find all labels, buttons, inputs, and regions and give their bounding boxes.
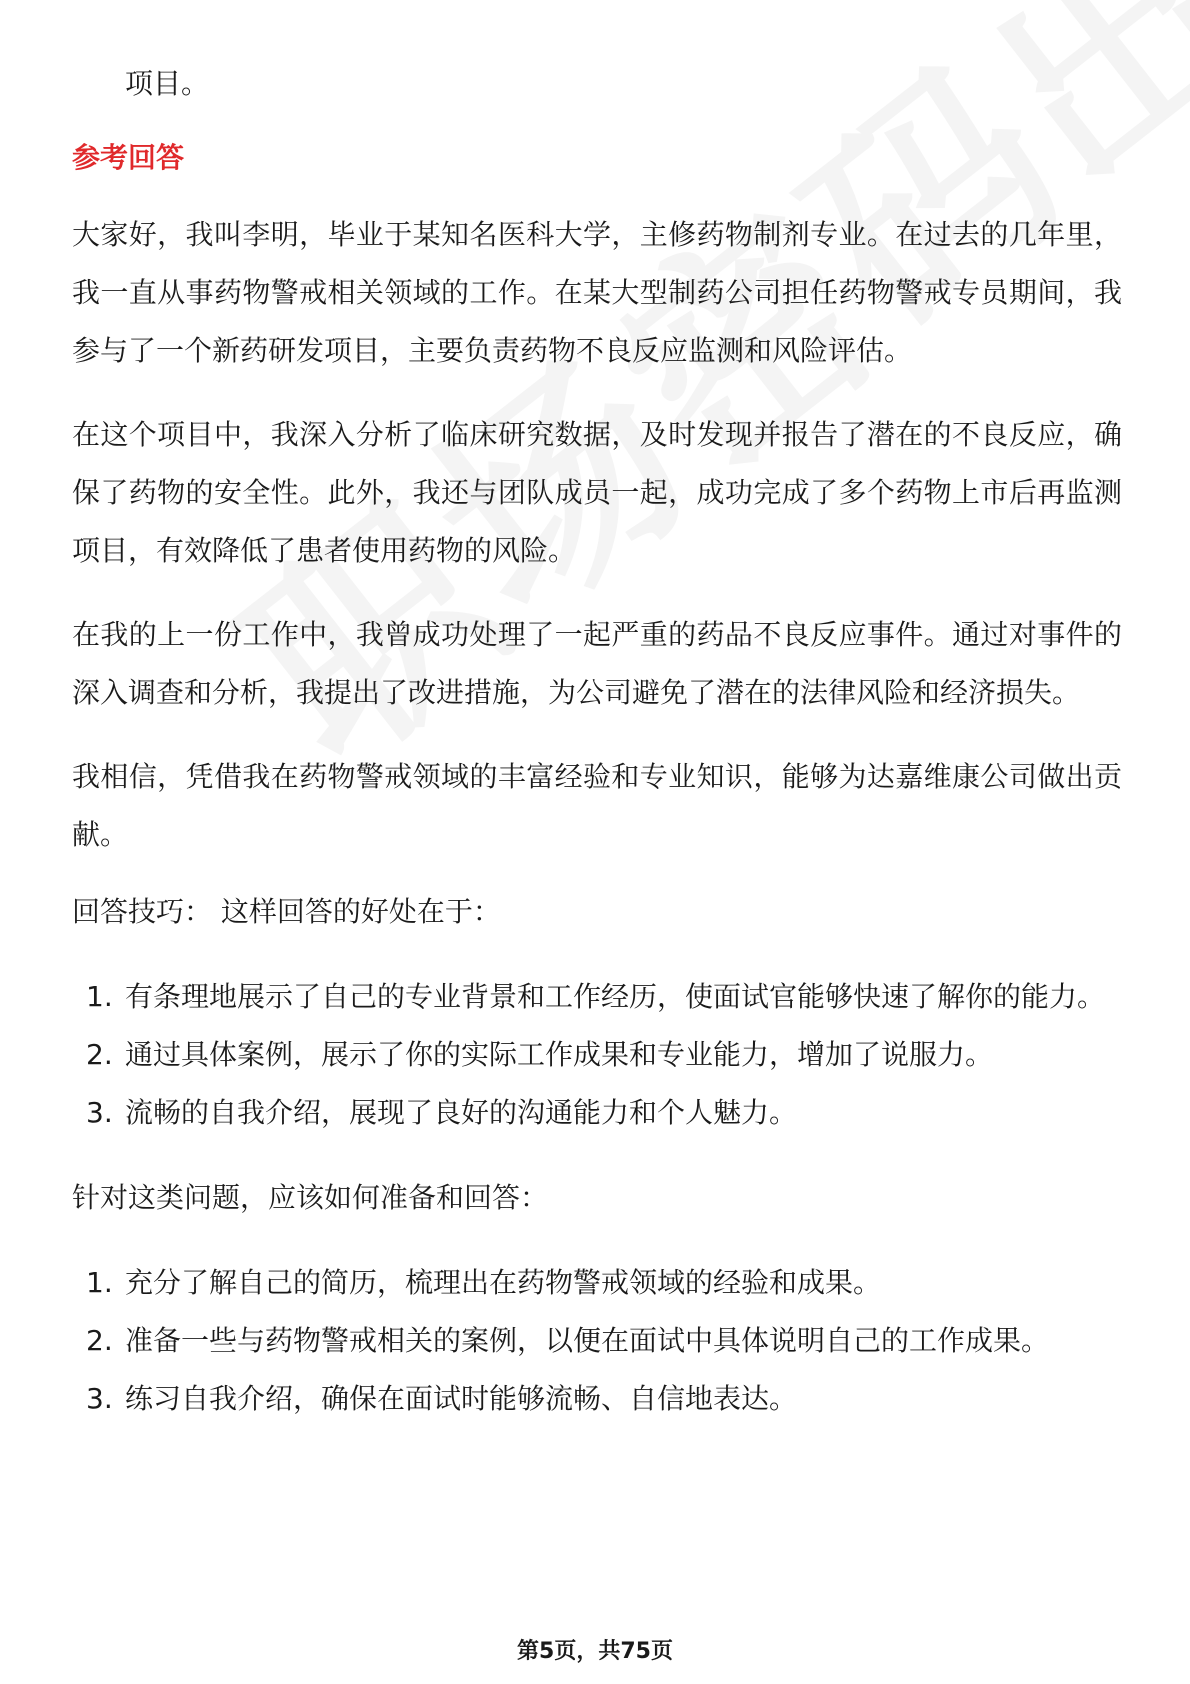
list-text: 准备一些与药物警戒相关的案例，以便在面试中具体说明自己的工作成果。 [125, 1324, 1050, 1357]
list-text: 流畅的自我介绍，展现了良好的沟通能力和个人魅力。 [125, 1096, 798, 1129]
list-number: 1. [86, 1266, 113, 1299]
page-content [72, 62, 1122, 1462]
intro-fragment: 项目。 [125, 67, 210, 100]
answer-paragraph-3: 在我的上一份工作中，我曾成功处理了一起严重的药品不良反应事件。通过对事件的深入调查和分析，我提出了改进措施，为公司避免了潜在的法律风险和经济损失。 [72, 618, 1122, 709]
list-item [72, 1084, 1125, 1142]
tips-label: 回答技巧： 这样回答的好处在于： [72, 895, 501, 928]
list-number: 2. [86, 1038, 113, 1071]
section-heading: 参考回答 [72, 141, 185, 174]
tips-list [72, 968, 1122, 1142]
list-item [72, 1254, 1125, 1312]
list-item [72, 968, 1125, 1026]
prep-label: 针对这类问题，应该如何准备和回答： [72, 1181, 549, 1214]
list-item [72, 1026, 1125, 1084]
answer-paragraph-2: 在这个项目中，我深入分析了临床研究数据，及时发现并报告了潜在的不良反应，确保了药物的安全性。此外，我还与团队成员一起，成功完成了多个药物上市后再监测项目，有效降低了患者使用药物的风险。 [72, 418, 1122, 567]
list-item [72, 1370, 1125, 1428]
answer-paragraph-1: 大家好，我叫李明，毕业于某知名医科大学，主修药物制剂专业。在过去的几年里，我一直从事药物警戒相关领域的工作。在某大型制药公司担任药物警戒专员期间，我参与了一个新药研发项目，主要负责药物不良反应监测和风险评估。 [72, 218, 1122, 367]
list-number: 1. [86, 980, 113, 1013]
list-number: 3. [86, 1382, 113, 1415]
list-text: 练习自我介绍，确保在面试时能够流畅、自信地表达。 [125, 1382, 798, 1415]
prep-list [72, 1254, 1122, 1428]
page-number-footer: 第5页，共75页 [517, 1639, 673, 1664]
list-text: 通过具体案例，展示了你的实际工作成果和专业能力，增加了说服力。 [125, 1038, 994, 1071]
list-number: 2. [86, 1324, 113, 1357]
list-text: 有条理地展示了自己的专业背景和工作经历，使面试官能够快速了解你的能力。 [125, 980, 1106, 1013]
list-text: 充分了解自己的简历，梳理出在药物警戒领域的经验和成果。 [125, 1266, 882, 1299]
answer-paragraph-4: 我相信，凭借我在药物警戒领域的丰富经验和专业知识，能够为达嘉维康公司做出贡献。 [72, 760, 1122, 851]
list-item [72, 1312, 1125, 1370]
list-number: 3. [86, 1096, 113, 1129]
